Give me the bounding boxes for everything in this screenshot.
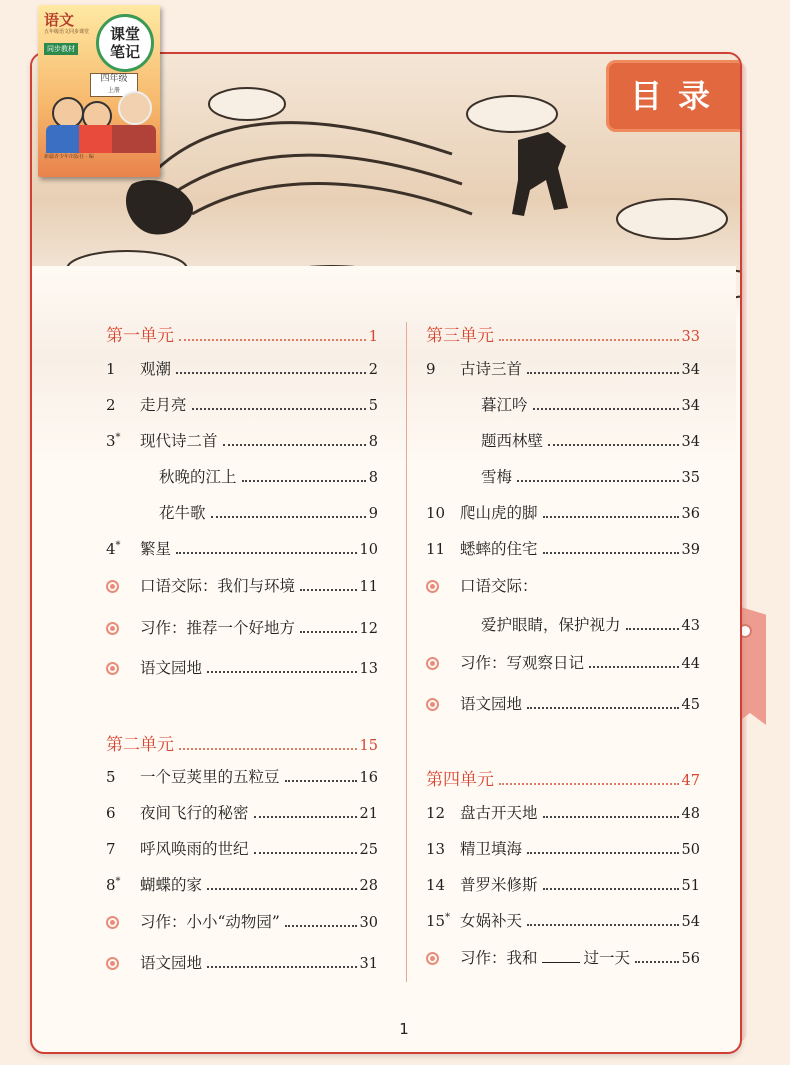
toc-lesson [106,765,378,787]
dot-leader [300,631,357,633]
dot-leader [527,372,679,374]
lesson-number-text: 1 [106,360,116,378]
toc-lesson [426,537,700,559]
cover-grade-text: 四年级 [100,74,128,84]
lesson-number [426,540,460,558]
cover-tag: 同步教材 [44,43,78,55]
dot-leader [223,444,366,446]
toc-item-title: 爱护眼睛，保护视力 [481,616,621,634]
toc-item-title: 蝴蝶的家 [140,876,203,894]
toc-title-box: 目录 [606,60,742,132]
toc-lesson [426,909,700,931]
page-ref: 50 [681,842,700,858]
toc-item-title: 口语交际： [460,577,538,595]
toc-item-title: 一个豆荚里的五粒豆 [140,768,280,786]
page-ref: 51 [681,878,700,894]
toc-item-title: 题西林壁 [481,432,544,450]
toc-subitem [481,465,700,487]
cover-badge-line1: 课堂 [109,25,140,43]
toc-subitem [159,465,378,487]
toc-item-title: 走月亮 [140,396,187,414]
unit-title: 第四单元 [426,770,494,790]
toc-item-title: 呼风唤雨的世纪 [140,840,249,858]
toc-item-title: 语文园地 [140,954,203,972]
dot-leader [254,816,357,818]
lesson-number [106,540,140,558]
dot-leader [543,516,679,518]
dot-leader [211,516,366,518]
page-number: 1 [399,1020,409,1038]
page-ref: 35 [681,470,700,486]
dot-leader [527,707,679,709]
toc-activity [426,692,700,714]
page-ref: 44 [681,656,700,672]
toc-subitem [481,393,700,415]
dot-leader [207,888,357,890]
dot-leader [179,339,366,341]
lesson-number [426,804,460,822]
page-ref: 47 [681,773,700,789]
toc-activity [106,656,378,678]
dot-leader [179,748,357,750]
lesson-number-text: 5 [106,768,116,786]
toc-item-title: 精卫填海 [460,840,523,858]
toc-item-title: 观潮 [140,360,172,378]
toc-lesson [426,873,700,895]
lesson-number-text: 14 [426,876,446,894]
unit-title: 第三单元 [426,326,494,346]
dot-leader [548,444,679,446]
lesson-number-text: 15 [426,912,446,930]
toc-activity [426,946,700,968]
toc-activity [426,651,700,673]
toc-activity [106,574,378,596]
lesson-number [106,768,140,786]
toc-item-title: 盘古开天地 [460,804,538,822]
toc-item-title: 女娲补天 [460,912,523,930]
activity-circle-icon [106,580,119,593]
bullet-wrap [426,695,460,713]
activity-circle-icon [106,662,119,675]
bullet-wrap [426,949,460,967]
toc-item-title: 习作：我和 [460,949,538,967]
page-ref: 2 [368,362,378,378]
cover-badge-line2: 笔记 [109,43,140,61]
activity-circle-icon [426,657,439,670]
bullet-wrap [106,954,140,972]
bullet-wrap [106,659,140,677]
lesson-number [106,804,140,822]
lesson-number-text: 11 [426,540,446,558]
toc-lesson [426,501,700,523]
dot-leader [589,666,679,668]
page-ref: 21 [359,806,378,822]
optional-star: * [115,876,121,887]
lesson-number-text: 10 [426,504,446,522]
lesson-number-text: 8 [106,876,116,894]
dot-leader [499,783,679,785]
dot-leader [176,372,366,374]
toc-lesson [106,357,378,379]
toc-activity [426,574,700,596]
bullet-wrap [106,619,140,637]
page-ref: 9 [368,506,378,522]
page-ref: 8 [368,470,378,486]
toc-lesson [426,837,700,859]
toc-item-title: 现代诗二首 [140,432,218,450]
lesson-number [106,876,140,894]
cover-publisher: 新疆青少年出版社 · 编 [44,154,94,160]
page-ref: 15 [359,738,378,754]
dot-leader [543,816,679,818]
dot-leader [635,961,679,963]
toc-unit-heading [426,321,700,346]
activity-circle-icon [426,580,439,593]
page-ref: 5 [368,398,378,414]
dot-leader [242,480,366,482]
toc-unit-heading [426,765,700,790]
fill-blank-line [542,962,580,963]
page-ref: 34 [681,434,700,450]
toc-activity [106,910,378,932]
toc-item-title: 花牛歌 [159,504,206,522]
page-ref: 43 [681,618,700,634]
toc-item-title: 夜间飞行的秘密 [140,804,249,822]
page-ref: 10 [359,542,378,558]
toc-item-title: 习作：写观察日记 [460,654,585,672]
dot-leader [285,780,357,782]
page-ref: 34 [681,398,700,414]
activity-circle-icon [426,698,439,711]
lesson-number-text: 6 [106,804,116,822]
page-ref: 48 [681,806,700,822]
dot-leader [254,852,357,854]
toc-lesson [106,393,378,415]
toc-lesson [426,357,700,379]
toc-item-title: 古诗三首 [460,360,523,378]
dot-leader [176,552,357,554]
page-ref: 36 [681,506,700,522]
cover-term: 上册 [107,87,120,94]
page-ref: 28 [359,878,378,894]
toc-item-title: 普罗米修斯 [460,876,538,894]
dot-leader [207,671,357,673]
optional-star: * [115,540,121,551]
dot-leader [626,628,679,630]
unit-title: 第二单元 [106,735,174,755]
page-ref: 11 [359,579,378,595]
toc-lesson [426,801,700,823]
toc-item-title: 蟋蟀的住宅 [460,540,538,558]
lesson-number-text: 4 [106,540,116,558]
lesson-number-text: 9 [426,360,436,378]
dot-leader [543,888,679,890]
dot-leader [527,852,679,854]
unit-title: 第一单元 [106,326,174,346]
toc-item-title: 习作：小小“动物园” [140,913,280,931]
page-ref: 56 [681,951,700,967]
page-ref: 31 [359,956,378,972]
cover-subtitle: 五年级语文同步课堂 [44,29,90,35]
toc-item-title-rest: 过一天 [583,949,631,967]
toc-item-title: 习作：推荐一个好地方 [140,619,296,637]
dot-leader [207,966,357,968]
lesson-number [426,912,460,930]
lesson-number-text: 12 [426,804,446,822]
activity-circle-icon [106,916,119,929]
page-ref: 33 [681,329,700,345]
lesson-number-text: 7 [106,840,116,858]
toc-subitem [481,613,700,635]
lesson-number [106,840,140,858]
toc-lesson [106,837,378,859]
bullet-wrap [426,577,460,595]
lesson-number [106,360,140,378]
toc-lesson [106,873,378,895]
toc-activity [106,951,378,973]
dot-leader [517,480,679,482]
activity-circle-icon [106,622,119,635]
optional-star: * [445,912,451,923]
lesson-number [426,876,460,894]
toc-lesson [106,429,378,451]
bullet-wrap [106,913,140,931]
page-ref: 25 [359,842,378,858]
bullet-wrap [426,654,460,672]
page-ref: 8 [368,434,378,450]
page-ref: 13 [359,661,378,677]
activity-circle-icon [106,957,119,970]
toc-item-title: 爬山虎的脚 [460,504,538,522]
page-ref: 30 [359,915,378,931]
toc-lesson [106,537,378,559]
toc-item-title: 语文园地 [140,659,203,677]
lesson-number-text: 2 [106,396,116,414]
lesson-number [426,360,460,378]
lesson-number [426,840,460,858]
page-ref: 45 [681,697,700,713]
toc-subitem [481,429,700,451]
toc-activity [106,616,378,638]
toc-lesson [106,801,378,823]
lesson-number [426,504,460,522]
lesson-number-text: 3 [106,432,116,450]
toc-item-title: 语文园地 [460,695,523,713]
page-ref: 34 [681,362,700,378]
toc-item-title: 口语交际：我们与环境 [140,577,296,595]
optional-star: * [115,432,121,443]
page-ref: 12 [359,621,378,637]
page-ref: 39 [681,542,700,558]
toc-item-title: 秋晚的江上 [159,468,237,486]
lesson-number-text: 13 [426,840,446,858]
cover-brand: 语文 [44,11,75,29]
dot-leader [300,589,357,591]
toc-item-title: 雪梅 [481,468,513,486]
bullet-wrap [106,577,140,595]
page-ref: 16 [359,770,378,786]
dot-leader [499,339,679,341]
lesson-number [106,396,140,414]
page-ref: 54 [681,914,700,930]
toc-subitem [159,501,378,523]
dot-leader [285,925,357,927]
toc-item-title: 暮江吟 [481,396,528,414]
dot-leader [527,924,679,926]
lesson-number [106,432,140,450]
toc-unit-heading [106,321,378,346]
toc-item-title: 繁星 [140,540,172,558]
dot-leader [533,408,679,410]
toc-unit-heading [106,730,378,755]
dot-leader [192,408,366,410]
page-ref: 1 [368,329,378,345]
dot-leader [543,552,679,554]
activity-circle-icon [426,952,439,965]
